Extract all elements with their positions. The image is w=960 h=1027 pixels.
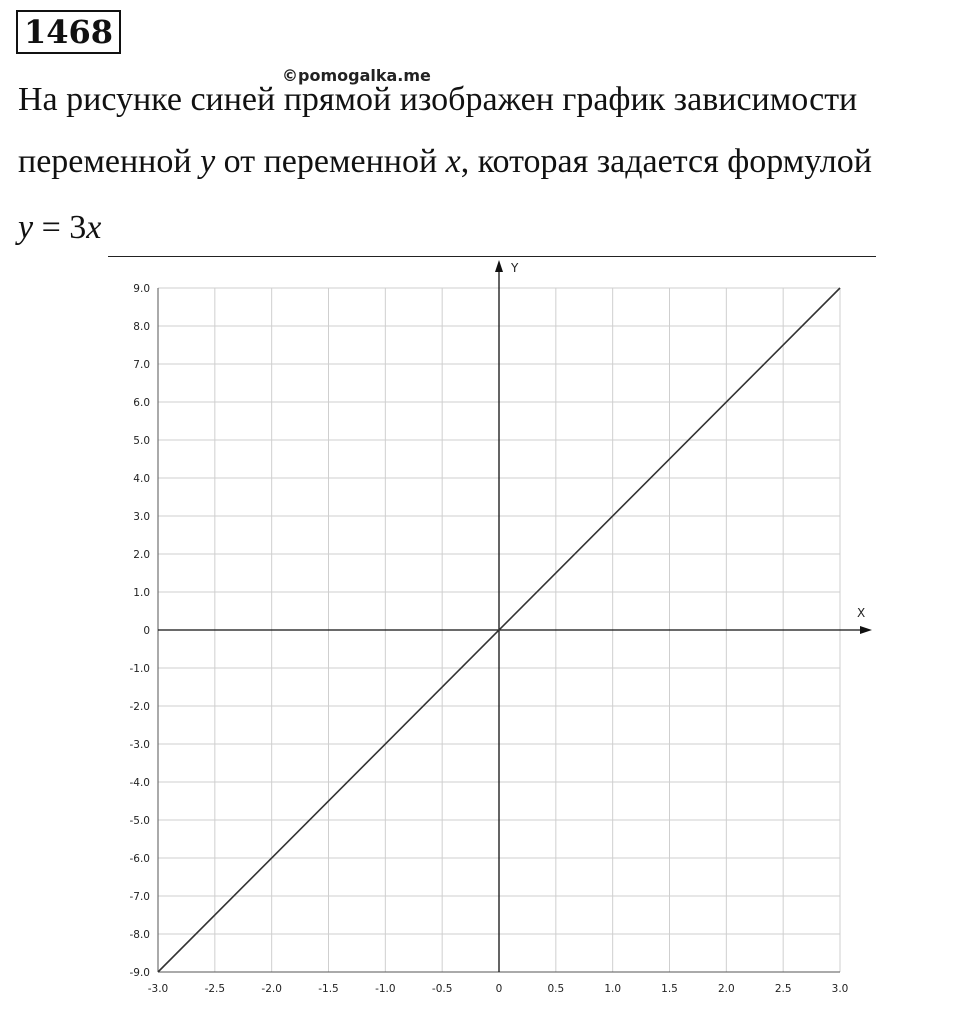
y-tick-label: 9.0 bbox=[133, 283, 150, 295]
x-tick-label: 3.0 bbox=[831, 983, 849, 995]
x-tick-label: 2.0 bbox=[717, 983, 735, 995]
x-axis-label: X bbox=[857, 606, 866, 620]
y-tick-label: -4.0 bbox=[129, 777, 150, 789]
y-tick-label: -6.0 bbox=[129, 853, 150, 865]
text-fragment: от переменной bbox=[215, 143, 446, 180]
text-fragment: , которая задается формулой bbox=[460, 143, 872, 180]
y-tick-label: -3.0 bbox=[129, 739, 150, 751]
x-tick-label: 2.5 bbox=[774, 983, 792, 995]
x-tick-label: -3.0 bbox=[147, 983, 169, 995]
x-axis-arrow bbox=[860, 626, 872, 634]
x-tick-label: -1.0 bbox=[375, 983, 396, 995]
formula-x: x bbox=[86, 209, 102, 246]
y-tick-label: -8.0 bbox=[129, 929, 150, 941]
y-tick-label: -5.0 bbox=[129, 815, 150, 827]
text-fragment: переменной bbox=[18, 143, 201, 180]
variable-y: y bbox=[200, 143, 216, 180]
formula-equals: = 3 bbox=[33, 209, 87, 246]
x-tick-label: -2.0 bbox=[261, 983, 282, 995]
y-axis-arrow bbox=[495, 260, 503, 272]
y-tick-label: 4.0 bbox=[133, 473, 150, 485]
task-text-line-1: На рисунке синей прямой изображен график зависимости bbox=[18, 81, 858, 118]
y-tick-label: 2.0 bbox=[133, 549, 150, 561]
y-tick-label: -2.0 bbox=[129, 701, 150, 713]
y-tick-label: 7.0 bbox=[133, 359, 150, 371]
y-tick-label: 5.0 bbox=[133, 435, 150, 447]
x-tick-label: 0 bbox=[495, 983, 503, 995]
formula-y: y bbox=[18, 209, 34, 246]
x-tick-label: -0.5 bbox=[431, 983, 453, 995]
x-tick-label: 0.5 bbox=[547, 983, 565, 995]
y-tick-label: 8.0 bbox=[133, 321, 150, 333]
x-tick-label: -2.5 bbox=[204, 983, 226, 995]
y-tick-label: -1.0 bbox=[129, 663, 150, 675]
y-tick-label: 6.0 bbox=[133, 397, 150, 409]
y-tick-label: -7.0 bbox=[129, 891, 150, 903]
x-tick-label: -1.5 bbox=[318, 983, 339, 995]
watermark: ©pomogalka.me bbox=[282, 66, 431, 85]
y-tick-label: -9.0 bbox=[129, 967, 150, 979]
problem-number: 1468 bbox=[16, 10, 121, 54]
y-tick-label: 3.0 bbox=[133, 511, 150, 523]
y-tick-label: 0 bbox=[143, 625, 150, 637]
y-tick-label: 1.0 bbox=[133, 587, 150, 599]
x-tick-label: 1.5 bbox=[661, 983, 678, 995]
variable-x: x bbox=[445, 143, 461, 180]
y-axis-label: Y bbox=[511, 261, 519, 275]
x-tick-label: 1.0 bbox=[604, 983, 622, 995]
